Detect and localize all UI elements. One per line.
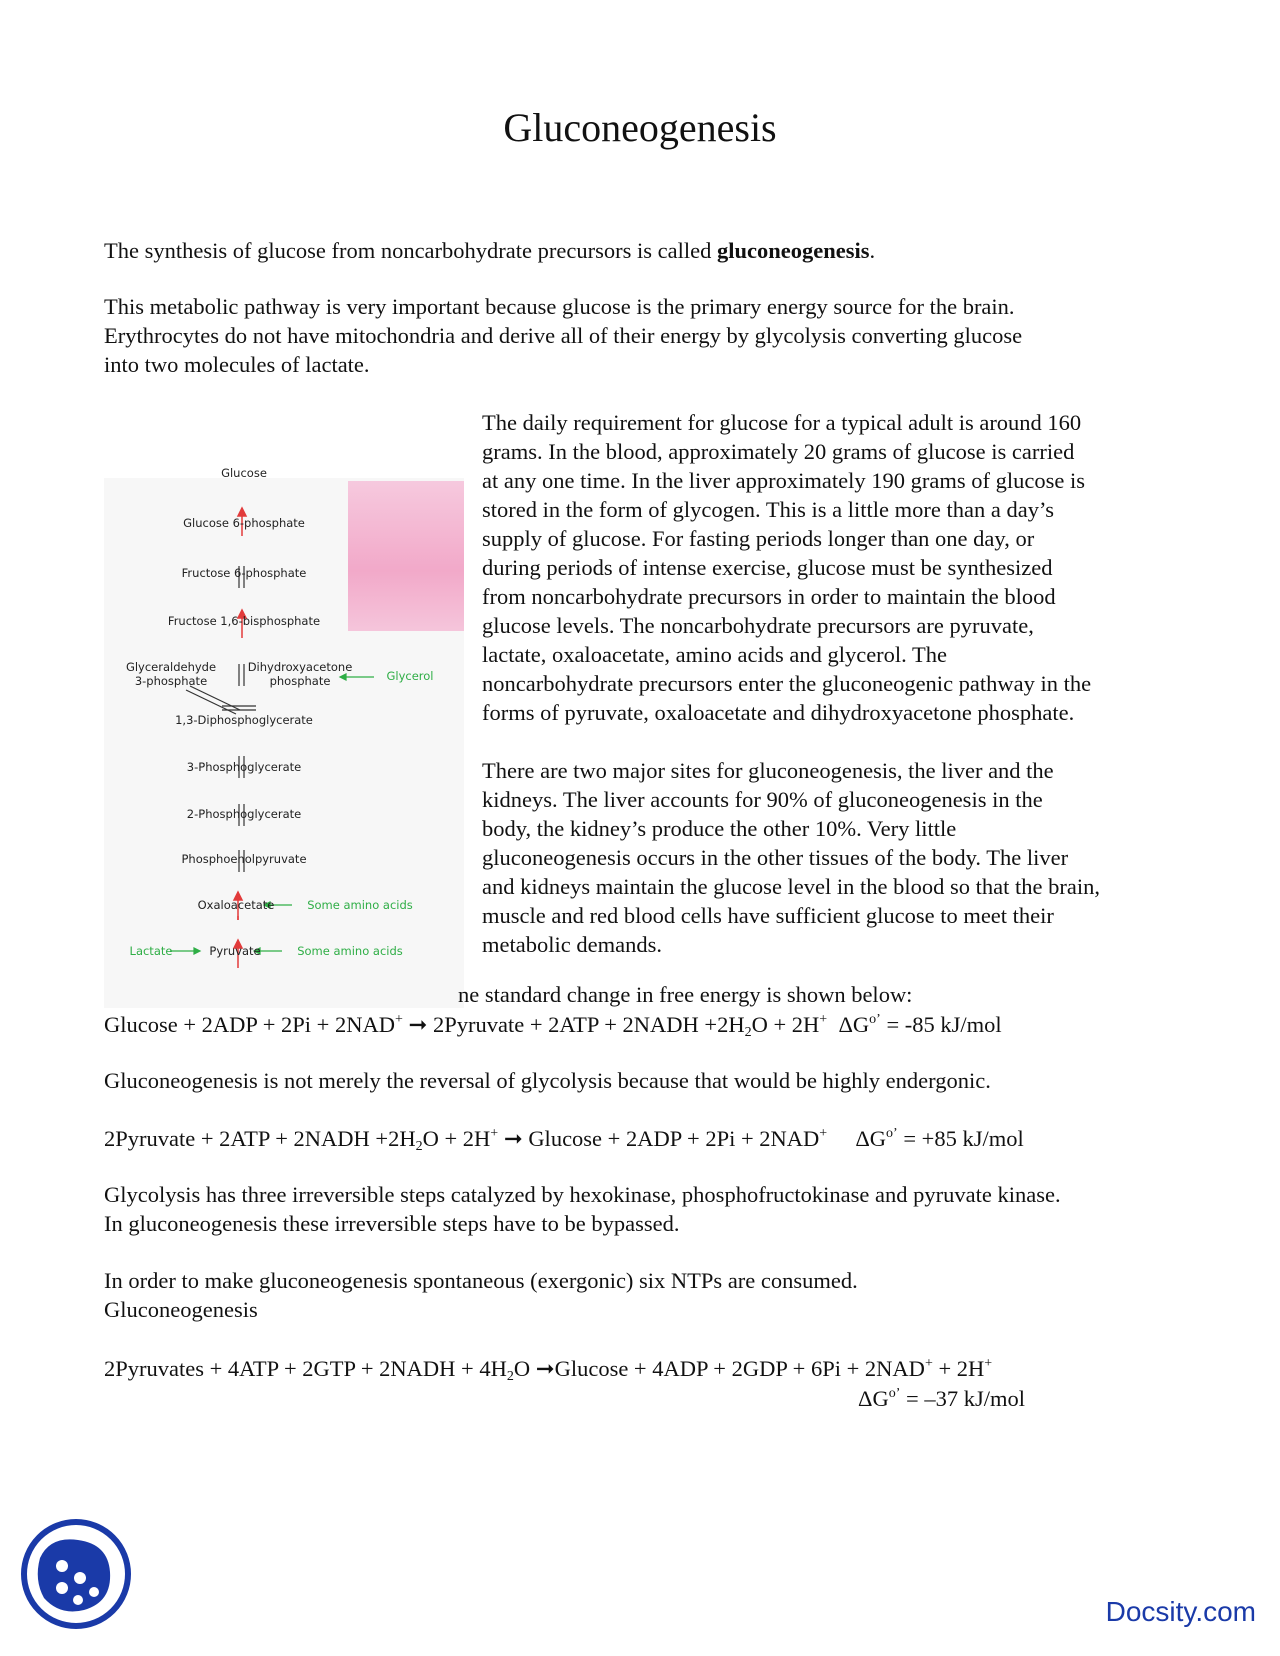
sites-paragraph: [482, 756, 1202, 959]
sites-line: gluconeogenesis occurs in the other tissues of the body. The liver: [482, 845, 1069, 870]
figure-step-label: 1,3-Diphosphoglycerate: [175, 713, 313, 727]
eq-part: O: [513, 1356, 531, 1381]
equation-gluconeogenesis: [104, 1354, 992, 1383]
figure-step-label: Glyceraldehyde 3-phosphate: [125, 660, 217, 688]
eq-sup: o’: [869, 1012, 881, 1027]
daily-line: The daily requirement for glucose for a typical adult is around 160: [482, 410, 1082, 435]
figure-step-label: Oxaloacetate: [197, 898, 275, 912]
eq-sub: 2: [506, 1369, 514, 1384]
eq-sup: +: [924, 1356, 933, 1371]
sites-line: body, the kidney’s produce the other 10%. Very little: [482, 816, 957, 841]
figure-amino-acids-label: Some amino acids: [307, 898, 413, 912]
arrow-icon: ➞: [408, 1012, 428, 1037]
equation-glycolysis: [104, 1010, 1002, 1039]
figure-step-label: Phosphoenolpyruvate: [181, 852, 307, 866]
eq-part: 2Pyruvate + 2ATP + 2NADH +2H: [104, 1126, 416, 1151]
ntps-line: In order to make gluconeogenesis spontaneous (exergonic) six NTPs are consumed.: [104, 1268, 858, 1293]
figure-step-label: Glucose 6-phosphate: [183, 516, 305, 530]
delta-g-value: = +85 kJ/mol: [897, 1126, 1024, 1151]
daily-line: at any one time. In the liver approximately 190 grams of glucose is: [482, 468, 1085, 493]
irreversible-line: Glycolysis has three irreversible steps catalyzed by hexokinase, phosphofructokinase and pyruvate kinase.: [104, 1182, 1061, 1207]
delta-g-label: ΔG: [858, 1386, 889, 1411]
daily-line: from noncarbohydrate precursors in order to maintain the blood: [482, 584, 1056, 609]
daily-line: during periods of intense exercise, glucose must be synthesized: [482, 555, 1053, 580]
figure-step-label: 3-Phosphoglycerate: [186, 760, 302, 774]
eq-sup: +: [984, 1356, 993, 1371]
arrow-icon: ➞: [503, 1126, 523, 1151]
ntps-paragraph: [104, 1266, 858, 1324]
eq-sup: +: [394, 1012, 403, 1027]
sites-line: metabolic demands.: [482, 932, 662, 957]
intro-bold-term: gluconeogenesis: [716, 238, 870, 263]
not-reversal-text: Gluconeogenesis is not merely the reversal of glycolysis because that would be highly endergonic.: [104, 1068, 991, 1093]
irreversible-line: In gluconeogenesis these irreversible steps have to be bypassed.: [104, 1211, 680, 1236]
figure-step-label: Fructose 6-phosphate: [181, 566, 307, 580]
figure-amino-acids-label: Some amino acids: [297, 944, 403, 958]
daily-line: glucose levels. The noncarbohydrate precursors are pyruvate,: [482, 613, 1034, 638]
figure-step-label: Glucose: [221, 466, 267, 480]
intro-text: The synthesis of glucose from noncarbohydrate precursors is called: [104, 238, 717, 263]
eq-sup: +: [490, 1126, 499, 1141]
daily-line: noncarbohydrate precursors enter the gluconeogenic pathway in the: [482, 671, 1092, 696]
eq-part: 2Pyruvate + 2ATP + 2NADH +2H: [433, 1012, 745, 1037]
page-title: Gluconeogenesis: [503, 105, 777, 150]
pathway-arrows: [104, 478, 464, 1008]
docsity-brand-link[interactable]: Docsity.com: [1105, 1596, 1256, 1627]
figure-glycerol-label: Glycerol: [386, 669, 434, 683]
arrow-icon: ➞: [535, 1356, 555, 1381]
eq-part: Glucose + 2ADP + 2Pi + 2NAD: [104, 1012, 395, 1037]
sites-line: kidneys. The liver accounts for 90% of gluconeogenesis in the: [482, 787, 1043, 812]
ntps-line: Gluconeogenesis: [104, 1297, 258, 1322]
standard-change-text: ne standard change in free energy is shown below:: [458, 982, 913, 1007]
daily-line: stored in the form of glycogen. This is a little more than a day’s: [482, 497, 1054, 522]
eq-sup: o’: [886, 1126, 898, 1141]
importance-line: Erythrocytes do not have mitochondria and derive all of their energy by glycolysis converting glucose: [104, 323, 1023, 348]
eq-part: O + 2H: [422, 1126, 491, 1151]
equation-reverse: [104, 1124, 1024, 1153]
figure-step-label: 2-Phosphoglycerate: [186, 807, 302, 821]
eq-sub: 2: [415, 1139, 423, 1154]
sites-line: There are two major sites for gluconeogenesis, the liver and the: [482, 758, 1054, 783]
eq-sup: +: [819, 1012, 828, 1027]
eq-part: Glucose + 4ADP + 2GDP + 6Pi + 2NAD: [554, 1356, 925, 1381]
daily-requirement-paragraph: [482, 408, 1182, 727]
eq-sup: o’: [888, 1386, 901, 1401]
sites-line: muscle and red blood cells have sufficient glucose to meet their: [482, 903, 1054, 928]
daily-line: lactate, oxaloacetate, amino acids and glycerol. The: [482, 642, 947, 667]
docsity-logo-icon[interactable]: [20, 1518, 132, 1630]
daily-line: forms of pyruvate, oxaloacetate and dihydroxyacetone phosphate.: [482, 700, 1075, 725]
intro-period: .: [869, 238, 876, 263]
figure-step-label: Dihydroxyacetone phosphate: [247, 660, 353, 688]
figure-step-label: Pyruvate: [209, 944, 261, 958]
delta-g-label: ΔG: [855, 1126, 887, 1151]
intro-paragraph: [104, 236, 875, 265]
eq-sub: 2: [744, 1025, 752, 1040]
eq-part: + 2H: [932, 1356, 985, 1381]
delta-g-value: = –37 kJ/mol: [900, 1386, 1025, 1411]
equation-gluconeogenesis-delta-g: [858, 1384, 1025, 1413]
daily-line: grams. In the blood, approximately 20 grams of glucose is carried: [482, 439, 1075, 464]
importance-line: This metabolic pathway is very important because glucose is the primary energy source for the brain.: [104, 294, 1015, 319]
eq-sup: +: [819, 1126, 828, 1141]
daily-line: supply of glucose. For fasting periods longer than one day, or: [482, 526, 1035, 551]
eq-part: Glucose + 2ADP + 2Pi + 2NAD: [528, 1126, 820, 1151]
importance-paragraph: [104, 292, 1022, 379]
sites-line: and kidneys maintain the glucose level in the blood so that the brain,: [482, 874, 1100, 899]
figure-lactate-label: Lactate: [129, 944, 173, 958]
eq-part: 2Pyruvates + 4ATP + 2GTP + 2NADH + 4H: [104, 1356, 507, 1381]
delta-g-label: ΔG: [838, 1012, 870, 1037]
eq-part: O + 2H: [751, 1012, 820, 1037]
irreversible-paragraph: [104, 1180, 1061, 1238]
figure-step-label: Fructose 1,6-bisphosphate: [167, 614, 321, 628]
delta-g-value: = -85 kJ/mol: [880, 1012, 1002, 1037]
importance-line: into two molecules of lactate.: [104, 352, 370, 377]
